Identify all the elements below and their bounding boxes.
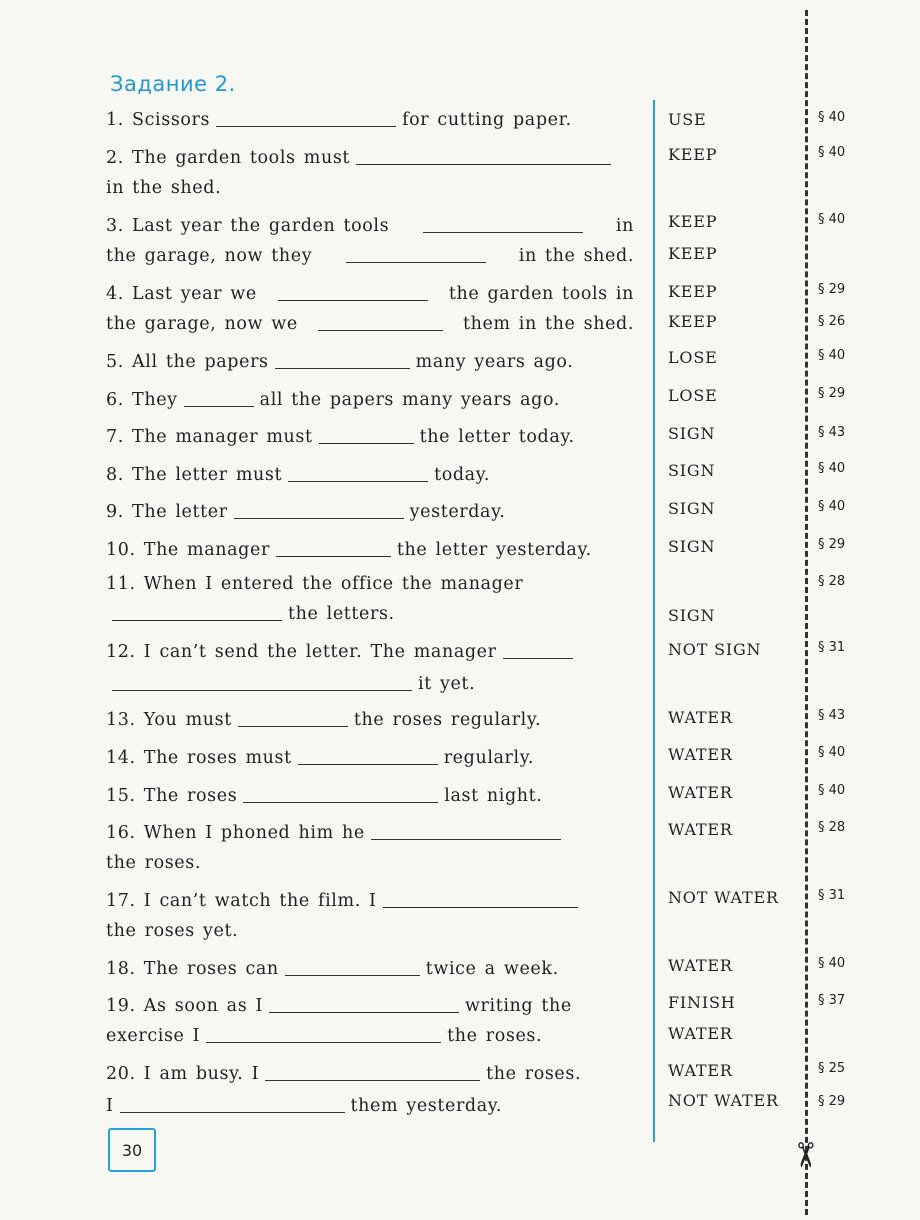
- sentence-line: [106, 921, 238, 941]
- answer-blank[interactable]: [265, 1064, 480, 1081]
- sentence-text: them in the shed.: [462, 314, 634, 334]
- scissors-icon: ✂: [784, 1140, 825, 1170]
- sentence-text: the letter yesterday.: [396, 540, 592, 560]
- sentence-text: in the shed.: [106, 178, 222, 198]
- paragraph-ref: § 40: [818, 212, 846, 227]
- verb-cue: WATER: [668, 1024, 733, 1043]
- sentence-text: 13. You must: [106, 710, 232, 730]
- sentence-text: 18. The roses can: [106, 959, 279, 979]
- sentence-line: [106, 786, 542, 806]
- sentence-text: for cutting paper.: [402, 110, 572, 130]
- verb-cue: FINISH: [668, 993, 736, 1012]
- sentence-text: 1. Scissors: [106, 110, 211, 130]
- sentence-text: 16. When I phoned him he: [106, 823, 365, 843]
- sentence-text: I: [106, 1096, 114, 1116]
- sentence-text: 12. I can’t send the letter. The manager: [106, 642, 497, 662]
- answer-blank[interactable]: [318, 314, 443, 331]
- sentence-line: [106, 352, 573, 372]
- paragraph-ref: § 28: [818, 820, 846, 835]
- sentence-line: [106, 427, 575, 447]
- verb-cue: LOSE: [668, 348, 718, 367]
- sentence-line: [106, 574, 634, 594]
- sentence-line: [106, 674, 475, 694]
- sentence-text: 14. The roses must: [106, 748, 292, 768]
- sentence-line: [106, 1064, 581, 1084]
- sentence-text: the letters.: [288, 604, 395, 624]
- answer-blank[interactable]: [423, 216, 583, 233]
- sentence-text: writing the: [464, 996, 572, 1016]
- sentence-text: the roses yet.: [106, 921, 239, 941]
- paragraph-ref: § 31: [818, 888, 846, 903]
- sentence-line: [106, 1026, 542, 1046]
- paragraph-ref: § 40: [818, 145, 846, 160]
- sentence-text: 11. When I entered the office the manager: [106, 574, 524, 594]
- answer-blank[interactable]: [346, 246, 486, 263]
- sentence-text: in the shed.: [518, 246, 634, 266]
- paragraph-ref: § 37: [818, 993, 846, 1008]
- sentence-line: [106, 710, 541, 730]
- sentence-line: [106, 246, 634, 266]
- column-divider: [653, 100, 655, 1142]
- verb-cue: KEEP: [668, 145, 718, 164]
- sentence-text: it yet.: [418, 674, 476, 694]
- sentence-text: exercise I: [106, 1026, 201, 1046]
- sentence-line: [106, 748, 534, 768]
- verb-cue: WATER: [668, 783, 733, 802]
- sentence-text: regularly.: [443, 748, 535, 768]
- sentence-text: 9. The letter: [106, 502, 228, 522]
- sentence-line: [106, 604, 395, 624]
- sentence-text: in: [615, 216, 634, 236]
- paragraph-ref: § 40: [818, 110, 846, 125]
- sentence-text: 20. I am busy. I: [106, 1064, 260, 1084]
- sentence-text: the roses.: [486, 1064, 582, 1084]
- verb-cue: KEEP: [668, 282, 718, 301]
- sentence-text: 5. All the papers: [106, 352, 269, 372]
- sentence-text: 4. Last year we: [106, 284, 257, 304]
- sentence-text: 3. Last year the garden tools: [106, 216, 390, 236]
- answer-blank[interactable]: [278, 284, 428, 301]
- sentence-line: [106, 465, 490, 485]
- answer-blank[interactable]: [356, 148, 611, 165]
- verb-cue: SIGN: [668, 461, 716, 480]
- sentence-line: [106, 540, 592, 560]
- sentence-text: the roses regularly.: [353, 710, 542, 730]
- sentence-text: the garage, now they: [106, 246, 313, 266]
- verb-cue: SIGN: [668, 606, 716, 625]
- verb-cue: NOT SIGN: [668, 640, 762, 659]
- sentence-text: 17. I can’t watch the film. I: [106, 891, 377, 911]
- answer-blank[interactable]: [383, 891, 578, 908]
- sentence-line: [106, 178, 221, 198]
- sentence-line: [106, 959, 559, 979]
- sentence-line: [106, 853, 201, 873]
- sentence-text: yesterday.: [409, 502, 506, 522]
- verb-cue: WATER: [668, 820, 733, 839]
- paragraph-ref: § 40: [818, 783, 846, 798]
- paragraph-ref: § 40: [818, 956, 846, 971]
- verb-cue: USE: [668, 110, 707, 129]
- answer-blank[interactable]: [243, 786, 438, 803]
- verb-cue: SIGN: [668, 499, 716, 518]
- sentence-line: [106, 996, 572, 1016]
- verb-cue: LOSE: [668, 386, 718, 405]
- sentence-text: all the papers many years ago.: [259, 390, 560, 410]
- answer-blank[interactable]: [319, 427, 414, 444]
- cut-line: [805, 10, 808, 1215]
- paragraph-ref: § 29: [818, 386, 846, 401]
- paragraph-ref: § 43: [818, 708, 846, 723]
- sentence-text: the letter today.: [419, 427, 575, 447]
- paragraph-ref: § 31: [818, 640, 846, 655]
- answer-blank[interactable]: [269, 996, 459, 1013]
- sentence-text: many years ago.: [415, 352, 574, 372]
- paragraph-ref: § 29: [818, 1094, 846, 1109]
- sentence-line: [106, 216, 634, 236]
- paragraph-ref: § 29: [818, 282, 846, 297]
- sentence-text: 15. The roses: [106, 786, 238, 806]
- answer-blank[interactable]: [206, 1026, 441, 1043]
- sentence-text: 19. As soon as I: [106, 996, 263, 1016]
- paragraph-ref: § 40: [818, 348, 846, 363]
- verb-cue: WATER: [668, 956, 733, 975]
- sentence-text: today.: [434, 465, 491, 485]
- verb-cue: WATER: [668, 745, 733, 764]
- sentence-text: the roses.: [106, 853, 202, 873]
- paragraph-ref: § 29: [818, 537, 846, 552]
- sentence-line: [106, 148, 617, 168]
- answer-blank[interactable]: [288, 465, 428, 482]
- paragraph-ref: § 40: [818, 499, 846, 514]
- answer-blank[interactable]: [503, 642, 573, 659]
- verb-cue: SIGN: [668, 424, 716, 443]
- sentence-text: 7. The manager must: [106, 427, 313, 447]
- sentence-text: them yesterday.: [350, 1096, 503, 1116]
- sentence-text: 6. They: [106, 390, 178, 410]
- paragraph-ref: § 26: [818, 314, 846, 329]
- sentence-line: [106, 642, 579, 662]
- sentence-line: [106, 1096, 502, 1116]
- answer-blank[interactable]: [120, 1096, 345, 1113]
- answer-blank[interactable]: [276, 540, 391, 557]
- exercise-title: Задание 2.: [110, 72, 236, 96]
- sentence-text: twice a week.: [425, 959, 559, 979]
- verb-cue: SIGN: [668, 537, 716, 556]
- answer-blank[interactable]: [298, 748, 438, 765]
- answer-blank[interactable]: [275, 352, 410, 369]
- verb-cue: WATER: [668, 1061, 733, 1080]
- paragraph-ref: § 28: [818, 574, 846, 589]
- page-number: 30: [108, 1128, 156, 1172]
- sentence-line: [106, 502, 505, 522]
- verb-cue: KEEP: [668, 212, 718, 231]
- sentence-text: the garage, now we: [106, 314, 298, 334]
- sentence-line: [106, 314, 634, 334]
- paragraph-ref: § 25: [818, 1061, 846, 1076]
- sentence-line: [106, 284, 634, 304]
- verb-cue: WATER: [668, 708, 733, 727]
- paragraph-ref: § 43: [818, 425, 846, 440]
- answer-blank[interactable]: [112, 674, 412, 691]
- sentence-line: [106, 110, 572, 130]
- answer-blank[interactable]: [371, 823, 561, 840]
- sentence-line: [106, 891, 584, 911]
- verb-cue: NOT WATER: [668, 888, 779, 907]
- sentence-text: the garden tools in: [448, 284, 634, 304]
- sentence-text: 10. The manager: [106, 540, 270, 560]
- sentence-text: 2. The garden tools must: [106, 148, 351, 168]
- paragraph-ref: § 40: [818, 461, 846, 476]
- answer-blank[interactable]: [184, 390, 254, 407]
- verb-cue: KEEP: [668, 312, 718, 331]
- answer-blank[interactable]: [234, 502, 404, 519]
- sentence-text: last night.: [444, 786, 543, 806]
- answer-blank[interactable]: [216, 110, 396, 127]
- verb-cue: KEEP: [668, 244, 718, 263]
- sentence-text: the roses.: [447, 1026, 543, 1046]
- sentence-text: 8. The letter must: [106, 465, 283, 485]
- answer-blank[interactable]: [285, 959, 420, 976]
- sentence-line: [106, 823, 567, 843]
- answer-blank[interactable]: [238, 710, 348, 727]
- sentence-line: [106, 390, 560, 410]
- verb-cue: NOT WATER: [668, 1091, 779, 1110]
- paragraph-ref: § 40: [818, 745, 846, 760]
- answer-blank[interactable]: [112, 604, 282, 621]
